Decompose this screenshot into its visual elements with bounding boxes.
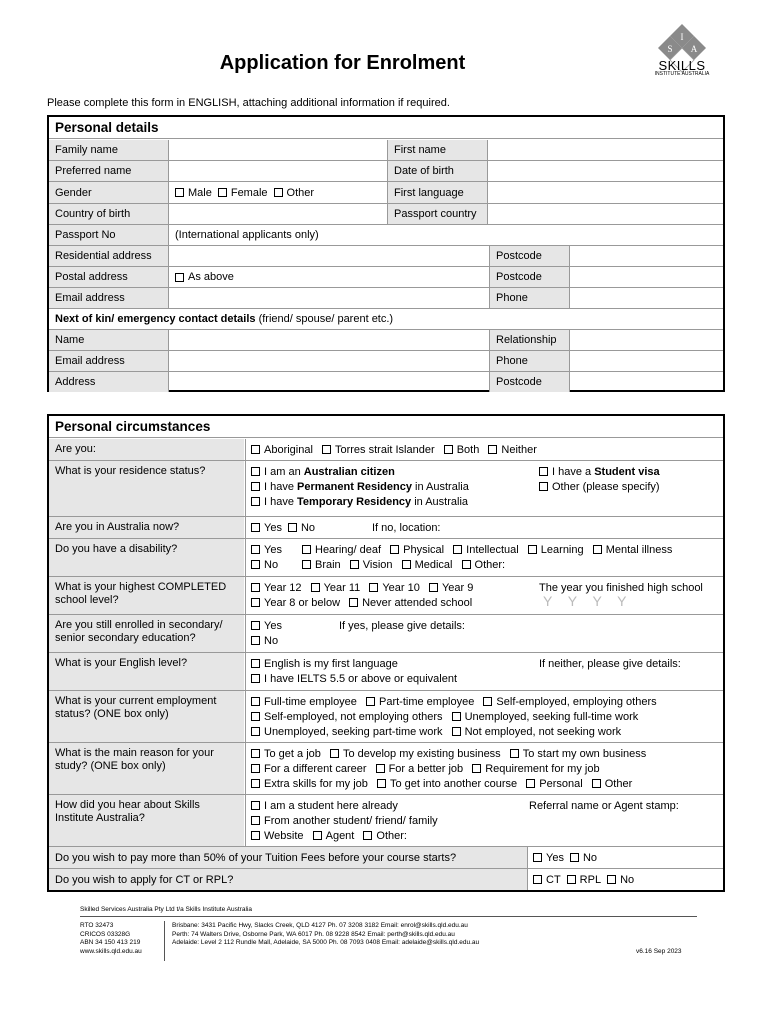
in-aus-no-checkbox[interactable] — [288, 523, 297, 532]
question-ct-rpl: Do you wish to apply for CT or RPL? — [49, 869, 527, 890]
physical-checkbox[interactable] — [390, 545, 399, 554]
row-gender — [49, 182, 723, 204]
develop-business-label: To develop my existing business — [342, 748, 501, 760]
label-family-name: Family name — [49, 140, 168, 160]
pr-label-bold: Permanent Residency — [297, 481, 412, 493]
citizen-label-pre: I am an — [264, 466, 304, 478]
other-label: Other: — [474, 559, 506, 571]
mental-illness-label: Mental illness — [605, 544, 673, 556]
part-time-label: Part-time employee — [378, 696, 475, 708]
requirement-label: Requirement for my job — [485, 763, 600, 775]
yes-label: Yes — [264, 544, 282, 556]
label-relationship: Relationship — [489, 330, 569, 350]
temporary-residency-checkbox[interactable] — [251, 497, 260, 506]
brain-label: Brain — [315, 559, 341, 571]
footer-adelaide: Adelaide: Level 2 112 Rundle Mall, Adelaide, SA 5000 Ph. 08 7093 0408 Email: adelaide@skills.qld.edu.au — [172, 939, 480, 946]
visa-label-pre: I have a — [552, 466, 595, 478]
medical-label: Medical — [414, 559, 453, 571]
row-indigenous-status — [49, 439, 723, 461]
torres-strait-checkbox[interactable] — [322, 445, 331, 454]
row-postal-address — [49, 267, 723, 288]
email-field[interactable] — [168, 288, 489, 308]
label-passport-no: Passport No — [49, 225, 168, 245]
ct-rpl-no-checkbox[interactable] — [607, 875, 616, 884]
vision-checkbox[interactable] — [350, 560, 359, 569]
nok-postcode-field[interactable] — [569, 372, 723, 392]
row-email — [49, 288, 723, 309]
better-job-checkbox[interactable] — [376, 764, 385, 773]
other-specify-checkbox[interactable] — [539, 482, 548, 491]
label-nok-name: Name — [49, 330, 168, 350]
ct-checkbox[interactable] — [533, 875, 542, 884]
website-label: Website — [264, 830, 304, 842]
gender-male-checkbox[interactable] — [175, 188, 184, 197]
year10-label: Year 10 — [382, 582, 420, 594]
footer-cricos: CRICOS 03328G — [80, 930, 131, 938]
aboriginal-label: Aboriginal — [264, 444, 313, 456]
relationship-field[interactable] — [569, 330, 723, 350]
unemployed-part-time-label: Unemployed, seeking part-time work — [264, 726, 443, 738]
tr-label-post: in Australia — [411, 496, 469, 508]
question-pay-upfront: Do you wish to pay more than 50% of your Tuition Fees before your course starts? — [49, 847, 527, 868]
logo-letter-s: S — [667, 44, 673, 54]
hearing-checkbox[interactable] — [302, 545, 311, 554]
ielts-label: I have IELTS 5.5 or above or equivalent — [264, 673, 458, 685]
postal-postcode-field[interactable] — [569, 267, 723, 287]
row-family-name — [49, 140, 723, 161]
ielts-checkbox[interactable] — [251, 674, 260, 683]
rpl-checkbox[interactable] — [567, 875, 576, 884]
vision-label: Vision — [362, 559, 393, 571]
row-nok-name — [49, 330, 723, 351]
learning-checkbox[interactable] — [528, 545, 537, 554]
label-nok-address: Address — [49, 372, 168, 392]
label-preferred-name: Preferred name — [49, 161, 168, 181]
self-employed-not-employing-checkbox[interactable] — [251, 712, 260, 721]
intellectual-label: Intellectual — [466, 544, 519, 556]
part-time-checkbox[interactable] — [366, 697, 375, 706]
other-label: Other: — [376, 830, 407, 842]
website-checkbox[interactable] — [251, 831, 260, 840]
permanent-residency-checkbox[interactable] — [251, 482, 260, 491]
no-label: No — [264, 635, 279, 647]
year9-label: Year 9 — [441, 582, 474, 594]
question-are-you: Are you: — [49, 439, 244, 460]
footer-rto: RTO 32473 — [80, 922, 114, 929]
self-employed-not-employing-label: Self-employed, not employing others — [264, 711, 443, 723]
student-here-label: I am a student here already — [264, 800, 398, 812]
row-in-australia — [49, 517, 723, 539]
country-of-birth-field[interactable] — [168, 204, 387, 224]
get-job-label: To get a job — [264, 748, 321, 760]
another-course-checkbox[interactable] — [377, 779, 386, 788]
disability-no-checkbox[interactable] — [251, 560, 260, 569]
passport-no-field[interactable] — [168, 225, 723, 245]
row-nok-address — [49, 372, 723, 392]
medical-checkbox[interactable] — [402, 560, 411, 569]
row-pay-upfront — [49, 847, 723, 869]
extra-skills-label: Extra skills for my job — [264, 778, 368, 790]
citizen-checkbox[interactable] — [251, 467, 260, 476]
label-postcode: Postcode — [489, 267, 569, 287]
label-first-name: First name — [387, 140, 487, 160]
unemployed-part-time-checkbox[interactable] — [251, 727, 260, 736]
self-employed-employing-label: Self-employed, employing others — [496, 696, 657, 708]
passport-note: (International applicants only) — [175, 229, 319, 241]
intellectual-checkbox[interactable] — [453, 545, 462, 554]
agent-label: Agent — [325, 830, 355, 842]
footer-divider — [80, 916, 697, 917]
footer-brisbane: Brisbane: 3431 Pacific Hwy, Slacks Creek, QLD 4127 Ph. 07 3208 3182 Email: enrol@skills.qld.edu.au — [172, 922, 468, 929]
no-label: No — [620, 873, 635, 886]
learning-label: Learning — [540, 544, 584, 556]
develop-business-checkbox[interactable] — [330, 749, 339, 758]
yes-label: Yes — [264, 522, 282, 534]
residential-address-field[interactable] — [168, 246, 489, 266]
full-time-label: Full-time employee — [264, 696, 357, 708]
not-employed-label: Not employed, not seeking work — [464, 726, 622, 738]
physical-label: Physical — [403, 544, 445, 556]
question-english-level: What is your English level? — [49, 653, 244, 690]
personal-label: Personal — [539, 778, 583, 790]
label-residential-address: Residential address — [49, 246, 168, 266]
gender-female-checkbox[interactable] — [218, 188, 227, 197]
row-next-of-kin-heading — [49, 309, 723, 330]
label-email: Email address — [49, 288, 168, 308]
hear-other-checkbox[interactable] — [363, 831, 372, 840]
logo-letter-i: I — [680, 32, 684, 42]
personal-circumstances-section — [47, 414, 725, 892]
torres-strait-label: Torres strait Islander — [334, 444, 435, 456]
in-aus-yes-checkbox[interactable] — [251, 523, 260, 532]
requirement-checkbox[interactable] — [472, 764, 481, 773]
instructions: Please complete this form in ENGLISH, attaching additional information if required. — [47, 97, 450, 109]
another-student-label: From another student/ friend/ family — [264, 815, 438, 827]
row-country-of-birth — [49, 204, 723, 225]
row-school-level — [49, 577, 723, 615]
student-here-checkbox[interactable] — [251, 801, 260, 810]
pr-label-pre: I have — [264, 481, 298, 493]
label-postcode: Postcode — [489, 246, 569, 266]
year12-checkbox[interactable] — [251, 583, 260, 592]
english-first-checkbox[interactable] — [251, 659, 260, 668]
year-finished-field[interactable]: Y Y Y Y — [543, 593, 633, 609]
question-employment: What is your current employment status? (ONE box only) — [49, 691, 244, 742]
aboriginal-checkbox[interactable] — [251, 445, 260, 454]
label-nok-phone: Phone — [489, 351, 569, 371]
row-residence-status — [49, 461, 723, 517]
label-phone: Phone — [489, 288, 569, 308]
row-hear-about — [49, 795, 723, 847]
label-country-of-birth: Country of birth — [49, 204, 168, 224]
label-passport-country: Passport country — [387, 204, 487, 224]
neither-label: Neither — [501, 444, 537, 456]
label-nok-postcode: Postcode — [489, 372, 569, 392]
different-career-label: For a different career — [264, 763, 367, 775]
if-yes-details-label: If yes, please give details: — [339, 620, 465, 632]
secondary-no-checkbox[interactable] — [251, 636, 260, 645]
logo-text: SKILLS — [658, 58, 706, 73]
reason-other-checkbox[interactable] — [592, 779, 601, 788]
gender-other-checkbox[interactable] — [274, 188, 283, 197]
logo-letter-a: A — [690, 44, 698, 54]
start-business-checkbox[interactable] — [510, 749, 519, 758]
year-finished-label: The year you finished high school — [539, 582, 703, 594]
row-disability — [49, 539, 723, 577]
nok-address-field[interactable] — [168, 372, 489, 392]
personal-checkbox[interactable] — [526, 779, 535, 788]
row-ct-rpl — [49, 869, 723, 890]
nok-note: (friend/ spouse/ parent etc.) — [255, 313, 394, 325]
start-business-label: To start my own business — [522, 748, 647, 760]
other-label: Other — [604, 778, 633, 790]
family-name-field[interactable] — [168, 140, 387, 160]
footer-company: Skilled Services Australia Pty Ltd t/a Skills Institute Australia — [80, 906, 252, 913]
no-label: No — [264, 559, 279, 571]
get-job-checkbox[interactable] — [251, 749, 260, 758]
row-secondary-enrolment — [49, 615, 723, 653]
not-employed-checkbox[interactable] — [452, 727, 461, 736]
residential-postcode-field[interactable] — [569, 246, 723, 266]
rpl-label: RPL — [579, 873, 602, 886]
unemployed-full-time-checkbox[interactable] — [452, 712, 461, 721]
label-postal-address: Postal address — [49, 267, 168, 287]
question-in-australia: Are you in Australia now? — [49, 517, 244, 538]
footer-campuses — [172, 922, 479, 948]
footer-perth: Perth: 74 Walters Drive, Osborne Park, WA 6017 Ph. 08 9228 8542 Email: perth@skills.qld.edu.au — [172, 930, 455, 938]
yes-label: Yes — [264, 620, 282, 632]
better-job-label: For a better job — [388, 763, 464, 775]
no-label: No — [300, 522, 316, 534]
footer-abn: ABN 34 150 413 219 — [80, 939, 141, 946]
row-english-level — [49, 653, 723, 691]
first-name-field[interactable] — [487, 140, 723, 160]
personal-details-section — [47, 115, 725, 392]
label-gender: Gender — [49, 182, 168, 203]
first-language-field[interactable] — [487, 182, 723, 203]
full-time-checkbox[interactable] — [251, 697, 260, 706]
passport-country-field[interactable] — [487, 204, 723, 224]
nok-heading: Next of kin/ emergency contact details — [55, 313, 256, 325]
yes-label: Yes — [546, 851, 564, 864]
visa-label-bold: Student visa — [594, 466, 660, 478]
english-first-label: English is my first language — [264, 658, 398, 670]
question-school-level: What is your highest COMPLETED school level? — [49, 577, 244, 614]
if-neither-label: If neither, please give details: — [539, 658, 681, 670]
footer-version: v6.16 Sep 2023 — [636, 948, 682, 955]
ct-label: CT — [546, 873, 561, 886]
pay-no-checkbox[interactable] — [570, 853, 579, 862]
as-above-checkbox[interactable] — [175, 273, 184, 282]
as-above-label: As above — [188, 271, 234, 283]
form-title: Application for Enrolment — [219, 52, 466, 74]
gender-male-label: Male — [188, 186, 212, 199]
disability-other-checkbox[interactable] — [462, 560, 471, 569]
row-residential-address — [49, 246, 723, 267]
tr-label-pre: I have — [264, 496, 298, 508]
footer-registration — [80, 922, 142, 956]
row-passport-no — [49, 225, 723, 246]
another-course-label: To get into another course — [389, 778, 518, 790]
pr-label-post: in Australia — [411, 481, 469, 493]
year11-label: Year 11 — [323, 582, 361, 594]
extra-skills-checkbox[interactable] — [251, 779, 260, 788]
label-nok-email: Email address — [49, 351, 168, 371]
dob-field[interactable] — [487, 161, 723, 181]
row-employment-status — [49, 691, 723, 743]
section-heading: Personal circumstances — [49, 416, 723, 438]
nok-phone-field[interactable] — [569, 351, 723, 371]
neither-checkbox[interactable] — [488, 445, 497, 454]
year10-checkbox[interactable] — [369, 583, 378, 592]
question-hear-about: How did you hear about Skills Institute Australia? — [49, 795, 244, 846]
footer-web[interactable]: www.skills.qld.edu.au — [80, 947, 142, 955]
self-employed-employing-checkbox[interactable] — [483, 697, 492, 706]
never-attended-label: Never attended school — [362, 597, 473, 609]
student-visa-checkbox[interactable] — [539, 467, 548, 476]
footer-separator — [164, 921, 165, 961]
question-secondary: Are you still enrolled in secondary/ senior secondary education? — [49, 615, 244, 652]
year8-checkbox[interactable] — [251, 598, 260, 607]
never-attended-checkbox[interactable] — [349, 598, 358, 607]
row-preferred-name — [49, 161, 723, 182]
if-no-location-label: If no, location: — [372, 522, 441, 534]
phone-field[interactable] — [569, 288, 723, 308]
question-residence: What is your residence status? — [49, 461, 244, 516]
label-first-language: First language — [387, 182, 487, 203]
logo-subtext: INSTITUTE AUSTRALIA — [654, 71, 710, 77]
secondary-yes-checkbox[interactable] — [251, 621, 260, 630]
unemployed-full-time-label: Unemployed, seeking full-time work — [464, 711, 639, 723]
brain-checkbox[interactable] — [302, 560, 311, 569]
nok-email-field[interactable] — [168, 351, 489, 371]
another-student-checkbox[interactable] — [251, 816, 260, 825]
other-specify-label: Other (please specify) — [552, 481, 660, 493]
different-career-checkbox[interactable] — [251, 764, 260, 773]
referral-label: Referral name or Agent stamp: — [529, 800, 679, 812]
year12-label: Year 12 — [264, 582, 302, 594]
mental-illness-checkbox[interactable] — [593, 545, 602, 554]
agent-checkbox[interactable] — [313, 831, 322, 840]
question-study-reason: What is the main reason for your study? (ONE box only) — [49, 743, 244, 794]
disability-yes-checkbox[interactable] — [251, 545, 260, 554]
pay-yes-checkbox[interactable] — [533, 853, 542, 862]
year11-checkbox[interactable] — [311, 583, 320, 592]
hearing-label: Hearing/ deaf — [315, 544, 382, 556]
year9-checkbox[interactable] — [429, 583, 438, 592]
gender-female-label: Female — [230, 186, 268, 199]
gender-other-label: Other — [286, 186, 315, 199]
tr-label-bold: Temporary Residency — [297, 496, 412, 508]
year8-label: Year 8 or below — [264, 597, 341, 609]
nok-name-field[interactable] — [168, 330, 489, 350]
row-nok-email — [49, 351, 723, 372]
question-disability: Do you have a disability? — [49, 539, 244, 576]
citizen-label-bold: Australian citizen — [303, 466, 395, 478]
both-checkbox[interactable] — [444, 445, 453, 454]
both-label: Both — [456, 444, 480, 456]
section-heading: Personal details — [49, 117, 723, 139]
no-label: No — [582, 851, 598, 864]
preferred-name-field[interactable] — [168, 161, 387, 181]
label-dob: Date of birth — [387, 161, 487, 181]
row-study-reason — [49, 743, 723, 795]
